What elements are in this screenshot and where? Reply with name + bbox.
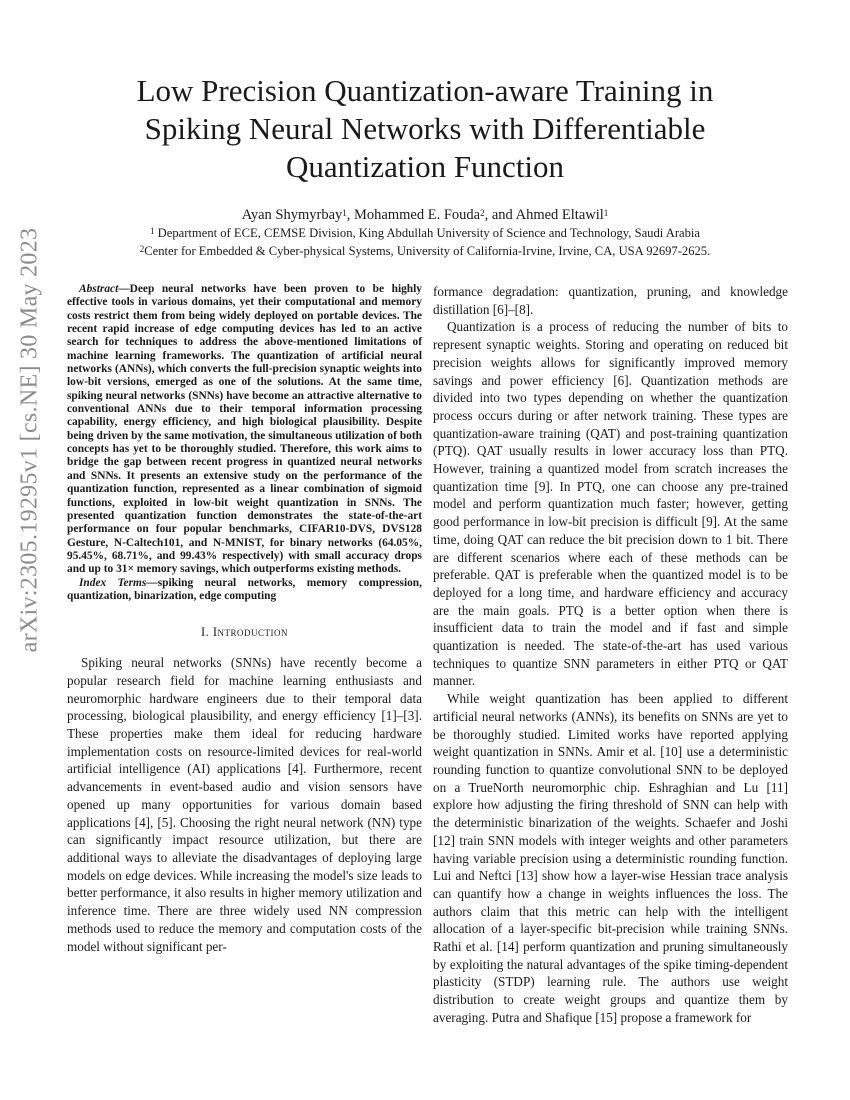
affiliation-text: Center for Embedded & Cyber-physical Systems, University of California-Irvine, Irvine, CA, USA 92697-2625.	[144, 244, 711, 258]
author-conjunction: and	[491, 207, 513, 223]
author-name: Ahmed Eltawil	[515, 207, 604, 223]
abstract	[67, 283, 422, 577]
title-line-2: Spiking Neural Networks with Differentiable	[144, 111, 706, 146]
title-line-1: Low Precision Quantization-aware Training in	[136, 73, 714, 108]
section-heading	[67, 625, 422, 640]
affiliation-marker: 2	[480, 208, 485, 218]
author-name: Ayan Shymyrbay	[241, 207, 343, 223]
affiliation-text: Department of ECE, CEMSE Division, King Abdullah University of Science and Technology, Saudi Arabia	[157, 226, 700, 240]
arxiv-identifier: arXiv:2305.19295v1 [cs.NE] 30 May 2023	[16, 227, 43, 653]
right-column	[433, 283, 788, 1027]
affiliation-2	[60, 242, 790, 260]
quantization-paragraph: Quantization is a process of reducing the number of bits to represent synaptic weights. Storing and operating on reduced bit precision weights allows for significantly improved memory savings and power efficiency [6]. Quantization methods are divided into two types depending on whether the quantization process occurs during or after network training. These types are quantization-aware training (QAT) and post-training quantization (PTQ). QAT usually results in lower accuracy loss than PTQ. However, training a quantized model from scratch increases the quantization time [9]. In PTQ, one can choose any pre-trained model and perform quantization much faster; however, getting good performance in low-bit precision is difficult [9]. At the same time, doing QAT can reduce the bit precision down to 1 bit. There are different scenarios where each of these methods can be preferable. QAT is preferable when the quantized model is to be deployed for a long time, and hardware efficiency and accuracy are the main goals. PTQ is a better option when there is insufficient data to train the model and if fast and simple quantization is needed. The state-of-the-art has used various techniques to quantize SNN parameters in either PTQ or QAT manner.	[433, 319, 788, 689]
affiliation-marker: 1	[150, 226, 155, 236]
paragraph-continued: formance degradation: quantization, pruning, and knowledge distillation [6]–[8].	[433, 284, 788, 317]
author-list: Ayan Shymyrbay$^1$, Mohammed E. Fouda$^2$, and Ahmed Eltawil$^1$	[241, 207, 609, 223]
index-terms-label: Index Terms	[79, 576, 147, 589]
related-work-paragraph: While weight quantization has been applied to different artificial neural networks (ANNs), its benefits on SNNs are yet to be thoroughly studied. Limited works have reported applying weight quantization in SNNs. Amir et al. [10] use a deterministic rounding function to quantize convolutional SNN to be deployed on a TrueNorth neuromorphic chip. Eshraghian and Lu [11] explore how adjusting the firing threshold of SNN can help with the deterministic binarization of the weights. Schaefer and Joshi [12] train SNN models with integer weights and other parameters having variable precision using a deterministic rounding function. Lui and Neftci [13] show how a layer-wise Hessian trace analysis can quantify how a change in weights influences the loss. The authors claim that this metric can help with the intelligent allocation of a layer-specific bit-precision while training SNNs. Rathi et al. [14] perform quantization and pruning simultaneously by exploiting the natural advantages of the spike timing-dependent plasticity (STDP) learning rule. The authors use weight distribution to create weight groups and quantize them by averaging. Putra and Shafique [15] propose a framework for	[433, 691, 788, 1025]
affiliation-marker: 1	[342, 208, 347, 218]
paper-title	[60, 72, 790, 186]
section-title: Introduction	[212, 625, 289, 640]
abstract-label: Abstract	[79, 283, 119, 295]
title-line-3: Quantization Function	[285, 149, 565, 184]
intro-paragraph: Spiking neural networks (SNNs) have recently become a popular research field for machine learning enthusiasts and neuromorphic hardware engineers due to their temporal data processing, biological plausibility, and energy efficiency [1]–[3]. These properties make them ideal for reducing hardware implementation costs on resource-limited devices for real-world artificial intelligence (AI) applications [4]. Furthermore, recent advancements in event-based audio and vision sensors have opened up many opportunities for various domain based applications [4], [5]. Choosing the right neural network (NN) type can significantly impact resource utilization, but there are additional ways to alleviate the disadvantages of deploying large models on edge devices. While increasing the model's size leads to better performance, it also results in higher memory utilization and inference time. There are three widely used NN compression methods used to reduce the memory and computation costs of the model without significant per-	[67, 655, 422, 954]
affiliations	[60, 224, 790, 260]
author-name: Mohammed E. Fouda	[354, 207, 481, 223]
index-terms	[67, 577, 422, 604]
abstract-text: —Deep neural networks have been proven to be highly effective tools in various domains, yet their computational and memory costs restrict them from being widely deployed on portable devices. The recent rapid increase of edge computing devices has led to an active search for techniques to address the above-mentioned limitations of machine learning frameworks. The quantization of artificial neural networks (ANNs), which converts the full-precision synaptic weights into low-bit versions, emerged as one of the solutions. At the same time, spiking neural networks (SNNs) have become an attractive alternative to conventional ANNs due to their temporal information processing capability, energy efficiency, and high biological plausibility. Despite being driven by the same motivation, the simultaneous utilization of both concepts has yet to be thoroughly studied. Therefore, this work aims to bridge the gap between recent progress in quantized neural networks and SNNs. It presents an extensive study on the performance of the quantization function, represented as a linear combination of sigmoid functions, exploited in low-bit weight quantization in SNNs. The presented quantization function demonstrates the state-of-the-art performance on four popular benchmarks, CIFAR10-DVS, DVS128 Gesture, N-Caltech101, and N-MNIST, for binary networks (64.05%, 95.45%, 68.71%, and 99.43% respectively) with small accuracy drops and up to 31× memory savings, which outperforms existing methods.	[67, 283, 422, 576]
index-terms-text: —spiking neural networks, memory compression, quantization, binarization, edge computing	[67, 576, 422, 602]
affiliation-marker: 1	[603, 208, 609, 218]
section-number: I.	[200, 625, 210, 640]
affiliation-1	[60, 224, 790, 242]
left-column	[67, 283, 422, 955]
affiliation-marker: 2	[139, 244, 145, 254]
arxiv-sidebar	[6, 120, 54, 760]
